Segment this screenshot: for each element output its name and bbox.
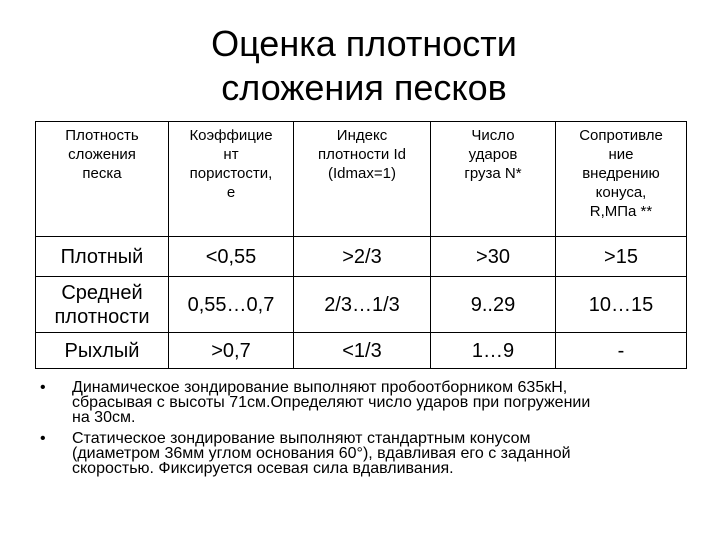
table-row — [36, 277, 687, 333]
note-line: на 30см. — [72, 409, 136, 426]
header-density-index: Индекс плотности Id (Idmax=1) — [294, 122, 431, 237]
table-row — [36, 237, 687, 277]
header-cone-resistance: Сопротивле ние внедрению конуса, R,МПа ** — [556, 122, 687, 237]
table-cell: <0,55 — [169, 237, 294, 277]
bullet-icon: • — [40, 430, 46, 447]
table-cell: Средней плотности — [36, 277, 169, 333]
table-cell: Рыхлый — [36, 333, 169, 369]
table-cell: 1…9 — [431, 333, 556, 369]
note-line: скоростью. Фиксируется осевая сила вдавливания. — [72, 460, 454, 477]
note-line: сбрасывая с высоты 71см.Определяют число ударов при погружении — [72, 394, 591, 411]
sand-density-table — [35, 121, 687, 369]
table-cell: >30 — [431, 237, 556, 277]
table-cell: >2/3 — [294, 237, 431, 277]
note-line: Динамическое зондирование выполняют пробоотборником 635кН, — [72, 379, 568, 396]
page-title — [0, 22, 720, 110]
header-porosity: Коэффицие нт пористости, е — [169, 122, 294, 237]
notes-list — [40, 380, 670, 482]
table-cell: 2/3…1/3 — [294, 277, 431, 333]
note-line: (диаметром 36мм углом основания 60°), вдавливая его с заданной — [72, 445, 571, 462]
table-cell: >15 — [556, 237, 687, 277]
bullet-icon: • — [40, 379, 46, 396]
table-cell: 0,55…0,7 — [169, 277, 294, 333]
table-cell: >0,7 — [169, 333, 294, 369]
list-item — [40, 431, 670, 476]
table-cell: 9..29 — [431, 277, 556, 333]
table-cell: 10…15 — [556, 277, 687, 333]
table-header-row — [36, 122, 687, 237]
table-row — [36, 333, 687, 369]
table-cell: - — [556, 333, 687, 369]
table-cell: Плотный — [36, 237, 169, 277]
note-line: Статическое зондирование выполняют стандартным конусом — [72, 430, 531, 447]
header-density: Плотность сложения песка — [36, 122, 169, 237]
table-cell: <1/3 — [294, 333, 431, 369]
title-line-1: Оценка плотности — [211, 23, 517, 64]
title-line-2: сложения песков — [221, 67, 507, 108]
list-item — [40, 380, 670, 425]
header-blow-count: Число ударов груза N* — [431, 122, 556, 237]
